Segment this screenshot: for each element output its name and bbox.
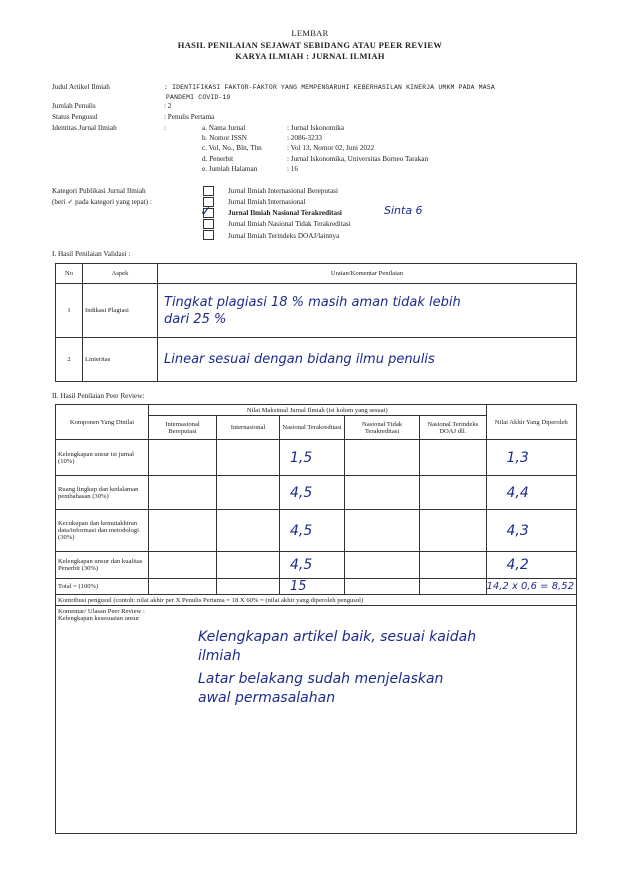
identitas-val-a: : Jurnal Iskonomika (287, 124, 345, 132)
col-komponen-header: Komponen Yang Dinilai (56, 405, 149, 440)
table-row (56, 510, 577, 552)
komponen-label: Kelengkapan unsur dan kualitas Penerbit (30%) (56, 552, 149, 579)
status-value: : Penulis Pertama (164, 113, 215, 121)
doc-title-line3: KARYA ILMIAH : JURNAL ILMIAH (235, 51, 385, 61)
table-row (56, 440, 577, 476)
section1-title: I. Hasil Penilaian Validasi : (52, 250, 131, 258)
identitas-val-e: : 16 (287, 165, 298, 173)
row-aspek: Indikasi Plagiasi (83, 284, 158, 338)
subcol-nasional-terakreditasi: Nasional Terakreditasi (280, 416, 345, 440)
status-label: Status Pengusul (52, 113, 98, 121)
table-row (56, 579, 577, 595)
subcol-internasional: Internasional (217, 416, 280, 440)
komentar-hand-3: Latar belakang sudah menjelaskan (198, 671, 444, 687)
kategori-option-3: Jurnal Ilmiah Nasional Terakreditasi (228, 209, 342, 217)
komentar-hand-2: ilmiah (198, 648, 241, 664)
kategori-option-5: Jurnal Ilmiah Terindeks DOAJ/lainnya (228, 232, 340, 240)
table-row (56, 552, 577, 579)
kategori-label-1: Kategori Publikasi Jurnal Ilmiah (52, 187, 146, 195)
kelengkapan-label: Kelengkapan kesesuaian unsur (58, 615, 140, 622)
nilai-akhir-value: 4,3 (506, 522, 529, 539)
identitas-val-b: : 2086-3233 (287, 134, 322, 142)
nilai-akhir-value: 4,2 (506, 557, 529, 573)
peer-review-table (55, 404, 577, 834)
identitas-key-c: c. Vol, No., Bln, Thn (202, 144, 262, 152)
subcol-nasional-tidak-terakreditasi: Nasional Tidak Terakreditasi (345, 416, 420, 440)
kontribusi-note: Kontribusi pengusul (contoh: nilai akhir per X Penulis Pertama = 18 X 60% = (nilai akhir yang diperoleh pengusul) (56, 595, 577, 606)
col-no-header: No (56, 264, 83, 284)
identitas-val-d: : Jurnal Iskonomika, Universitas Borneo Tarakan (287, 155, 429, 163)
kategori-checkbox-4[interactable] (203, 219, 214, 229)
kategori-handwritten-note: Sinta 6 (384, 204, 423, 217)
kategori-option-2: Jurnal Ilmiah Internasional (228, 198, 306, 206)
table-row (56, 476, 577, 510)
jumlah-penulis-value: : 2 (164, 102, 172, 110)
nilai-maks-value: 4,5 (290, 522, 313, 539)
kategori-checkbox-1[interactable] (203, 186, 214, 196)
doc-title-line2: HASIL PENILAIAN SEJAWAT SEBIDANG ATAU PEER REVIEW (177, 40, 443, 50)
nilai-maks-value: 4,5 (290, 557, 313, 573)
komentar-hand-4: awal permasalahan (198, 690, 336, 706)
col-aspek-header: Aspek (83, 264, 158, 284)
row-no: 1 (56, 284, 83, 338)
judul-label: Judul Artikel Ilmiah (52, 83, 110, 91)
row-uraian (158, 338, 577, 382)
kategori-checkbox-5[interactable] (203, 230, 214, 240)
identitas-key-d: d. Penerbit (202, 155, 234, 163)
identitas-colon: : (164, 124, 166, 132)
subcol-internasional-bereputasi: Internasional Bereputasi (149, 416, 217, 440)
subcol-nasional-terindeks: Nasional Terindeks DOAJ dll. (420, 416, 487, 440)
row-no: 2 (56, 338, 83, 382)
table-row (56, 284, 577, 338)
komentar-label: Komentar/ Ulasan Peer Review : (58, 608, 145, 615)
row-uraian (158, 284, 577, 338)
judul-value-1: : IDENTIFIKASI FAKTOR-FAKTOR YANG MEMPENGARUHI KEBERHASILAN KINERJA UMKM PADA MASA (164, 84, 495, 91)
nilai-akhir-value: 1,3 (506, 449, 529, 466)
kategori-label-2: (beri ✓ pada kategori yang tepat) : (52, 198, 152, 206)
identitas-key-b: b. Nomor ISSN (202, 134, 247, 142)
col-nilai-maks-header: Nilai Maksimal Jurnal Ilmiah (isi kolom yang sesuai) (149, 405, 487, 416)
validasi-table (55, 263, 577, 382)
identitas-key-e: e. Jumlah Halaman (202, 165, 258, 173)
col-nilai-akhir-header: Nilai Akhir Yang Diperoleh (486, 405, 576, 440)
total-akhir-value: 14,2 x 0,6 = 8,52 (486, 581, 574, 592)
table-row (56, 338, 577, 382)
check-mark-icon: ✓ (200, 204, 212, 220)
row-aspek: Linieritas (83, 338, 158, 382)
doc-title-line1: LEMBAR (291, 28, 329, 38)
identitas-val-c: : Vol 13, Nomor 02, Juni 2022 (287, 144, 375, 152)
nilai-maks-value: 4,5 (290, 484, 313, 501)
komponen-label: Kecukupan dan kemutakhiran data/informasi dan metodologi (30%) (56, 510, 149, 552)
komponen-label: Kelengkapan unsur isi jurnal (10%) (56, 440, 149, 476)
col-uraian-header: Uraian/Komentar Penilaian (158, 264, 577, 284)
jumlah-penulis-label: Jumlah Penulis (52, 102, 96, 110)
identitas-label: Identitas Jurnal Ilmiah (52, 124, 117, 132)
uraian-hand-1b: dari 25 % (164, 311, 227, 327)
nilai-maks-value: 1,5 (290, 449, 313, 466)
total-label: Total = (100%) (56, 579, 149, 595)
komponen-label: Ruang lingkup dan kedalaman pembahasan (30%) (56, 476, 149, 510)
uraian-hand-1a: Tingkat plagiasi 18 % masih aman tidak lebih (164, 294, 461, 310)
nilai-akhir-value: 4,4 (506, 484, 529, 501)
komentar-box (56, 606, 577, 834)
kategori-option-4: Jurnal Ilmiah Nasional Tidak Terakreditasi (228, 220, 351, 228)
section2-title: II. Hasil Penilaian Peer Review: (52, 392, 145, 400)
total-nasional-value: 15 (290, 579, 307, 594)
judul-value-2: PANDEMI COVID-19 (166, 94, 231, 101)
uraian-hand-2a: Linear sesuai dengan bidang ilmu penulis (164, 352, 435, 367)
identitas-key-a: a. Nama Jurnal (202, 124, 246, 132)
komentar-hand-1: Kelengkapan artikel baik, sesuai kaidah (198, 629, 477, 645)
kategori-option-1: Jurnal Ilmiah Internasional Bereputasi (228, 187, 338, 195)
